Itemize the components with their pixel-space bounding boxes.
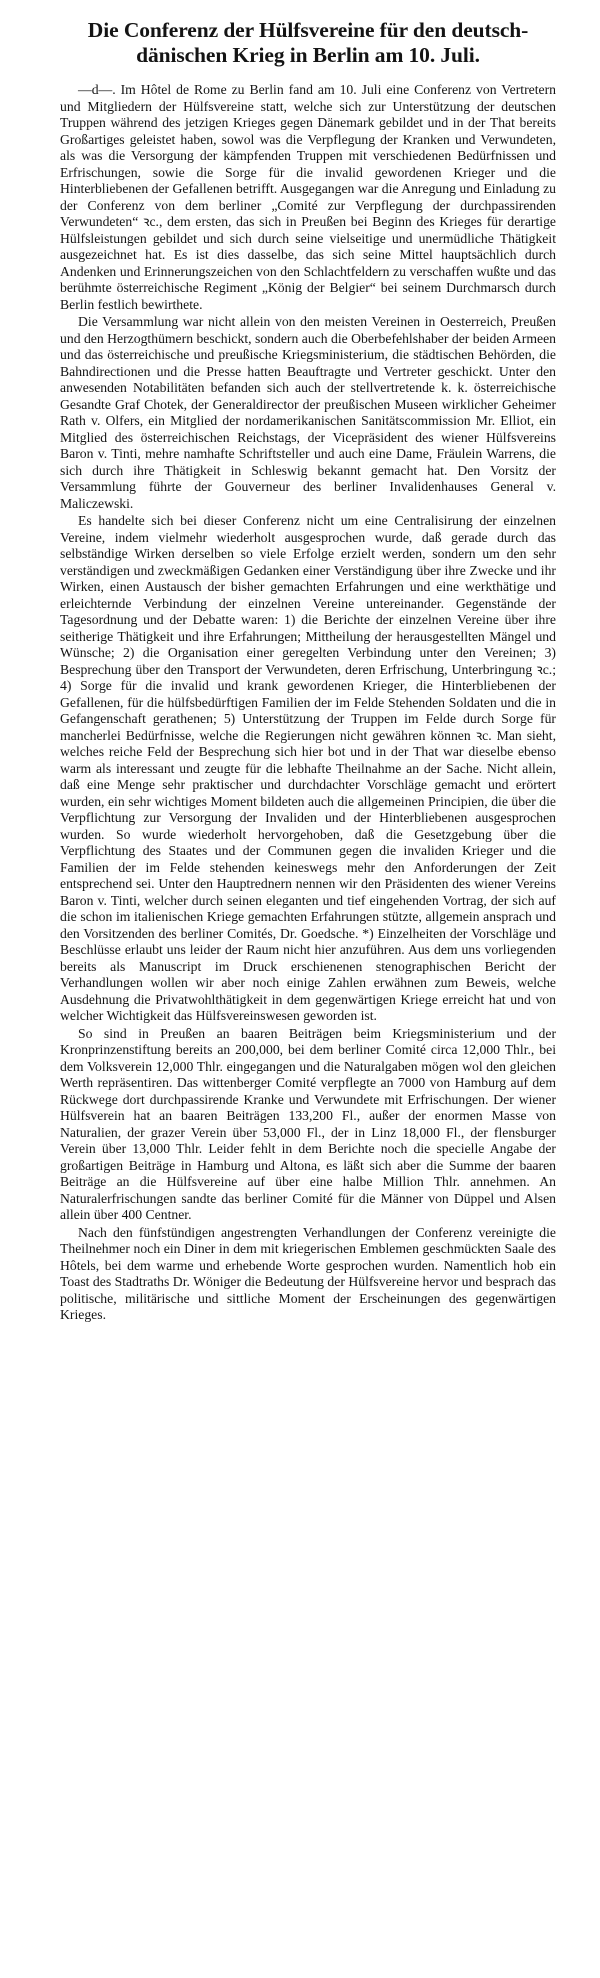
article-paragraph: —d—. Im Hôtel de Rome zu Berlin fand am 10. Juli eine Conferenz von Vertretern und Mitgliedern der Hülfsvereine statt, welche sich zur Unterstützung der deutschen Truppen während des jetzigen Krieges gegen Dänemark gebildet und in der That bereits Großartiges geleistet haben, sowol was die Verpflegung der Kranken und Verwundeten, als was die Versorgung der kämpfenden Truppen mit verschiedenen Bedürfnissen und Erfrischungen, sowie die Sorge für die invalid gewordenen Krieger und die Hinterbliebenen der Gefallenen betrifft. Ausgegangen war die Anregung und Einladung zu der Conferenz von dem berliner „Comité zur Verpflegung der durchpassirenden Verwundeten“ ꝛc., dem ersten, das sich in Preußen bei Beginn des Krieges für derartige Hülfsleistungen gebildet und sich durch seine vielseitige und unermüdliche Thätigkeit ausgezeichnet hat. Es ist dies dasselbe, das sich seine Mittel hauptsächlich durch Andenken und Erinnerungszeichen von den Schlachtfeldern zu verschaffen wußte und das berühmte österreichische Regiment „König der Belgier“ bei seinem Durchmarsch durch Berlin festlich bewirthete. (60, 82, 556, 312)
article-paragraph: So sind in Preußen an baaren Beiträgen beim Kriegsministerium und der Kronprinzenstiftung bereits an 200,000, bei dem berliner Comité circa 12,000 Thlr., bei dem Volksverein 12,000 Thlr. eingegangen und die Naturalgaben mögen wol den gleichen Werth repräsentiren. Das wittenberger Comité verpflegte an 7000 von Hamburg auf dem Rückwege dort durchpassirende Kranke und Verwundete mit Erfrischungen. Der wiener Hülfsverein hat an baaren Beiträgen 133,200 Fl., außer der enormen Masse von Naturalien, der grazer Verein über 53,000 Fl., der in Linz 18,000 Fl., der flensburger Verein über 13,000 Thlr. Leider fehlt in dem Berichte noch die specielle Angabe der großartigen Beiträge in Hamburg und Altona, es läßt sich aber die Summe der baaren Beiträge an die Hülfsvereine auf über eine halbe Million Thlr. annehmen. An Naturalerfrischungen sandte das berliner Comité für die Männer von Düppel und Alsen allein über 400 Centner. (60, 1025, 556, 1222)
article-paragraph: Es handelte sich bei dieser Conferenz nicht um eine Centralisirung der einzelnen Vereine, indem vielmehr wiederholt ausgesprochen wurde, daß gerade durch das selbständige Wirken derselben so viele Erfolge erzielt werden, sondern um den sehr verständigen und zweckmäßigen Gedanken einer Verständigung über ihre Zwecke und ihr Wirken, einen Austausch der bisher gemachten Erfahrungen und eine werkthätige und erleichternde Verbindung der einzelnen Vereine untereinander. Gegenstände der Tagesordnung und der Debatte waren: 1) die Berichte der einzelnen Vereine über ihre seitherige Thätigkeit und ihre Erfahrungen; Mittheilung der herausgestellten Mängel und Wünsche; 2) die Organisation einer geregelten Verbindung unter den Vereinen; 3) Besprechung über den Transport der Verwundeten, deren Erfrischung, Unterbringung ꝛc.; 4) Sorge für die invalid und krank gewordenen Krieger, die Hinterbliebenen der Gefallenen, für die hülfsbedürftigen Familien der im Felde Stehenden Soldaten und die in Gefangenschaft gerathenen; 5) Unterstützung der Truppen im Felde durch Sorge für mancherlei Bedürfnisse, welche die Regierungen nicht gewähren können ꝛc. Man sieht, welches reiche Feld der Besprechung sich hier bot und in der That war dieselbe ebenso warm als interessant und zeugte für die lebhafte Theilnahme an der Sache. Nicht allein, daß eine Menge sehr praktischer und durchdachter Vorschläge gemacht und erörtert wurden, ein sehr wichtiges Moment bildeten auch die allgemeinen Principien, die über die Verpflichtung zur Versorgung der Invaliden und der Hinterbliebenen ausgesprochen wurden. So wurde wiederholt hervorgehoben, daß die Gesetzgebung über die Verpflichtung des Staates und der Communen gegen die invaliden Krieger und die Familien der im Felde stehenden keineswegs mehr den Anforderungen der Zeit entsprechend sei. Unter den Hauptrednern nennen wir den Präsidenten des wiener Vereins Baron v. Tinti, welcher durch seinen eleganten und tief eingehenden Vortrag, der sich auf die schon im italienischen Kriege gemachten Erfahrungen stützte, allgemein ansprach und den Vorsitzenden des berliner Comités, Dr. Goedsche. *) Einzelheiten der Vorschläge und Beschlüsse erlaubt uns leider der Raum nicht hier anzuführen. Aus dem uns vorliegenden bereits als Manuscript im Druck erschienenen stenographischen Bericht der Verhandlungen wollen wir aber noch einige Zahlen erwähnen zum Beweis, welche Ausdehnung die Privatwohlthätigkeit in dem gegenwärtigen Kriege erreicht hat und von welcher Wichtigkeit das Hülfsvereinswesen geworden ist. (60, 513, 556, 1023)
article-paragraph: Nach den fünfstündigen angestrengten Verhandlungen der Conferenz vereinigte die Theilnehmer noch ein Diner in dem mit kriegerischen Emblemen geschmückten Saale des Hôtels, bei dem warme und erhebende Worte gesprochen wurden. Namentlich hob ein Toast des Stadtraths Dr. Wöniger die Bedeutung der Hülfsvereine hervor und besprach das politische, militärische und sittliche Moment der Erscheinungen des gegenwärtigen Krieges. (60, 1224, 556, 1322)
article-paragraph: Die Versammlung war nicht allein von den meisten Vereinen in Oesterreich, Preußen und den Herzogthümern beschickt, sondern auch die Oberbefehlshaber der beiden Armeen und das österreichische und preußische Kriegsministerium, die städtischen Behörden, die Bahndirectionen und die Presse hatten Beauftragte und Vertreter geschickt. Unter den anwesenden Notabilitäten befanden sich auch der stellvertretende k. k. österreichische Gesandte Graf Chotek, der Generaldirector der preußischen Museen wirklicher Geheimer Rath v. Olfers, ein Mitglied der nordamerikanischen Sanitätscommission Mr. Elliot, ein Mitglied des österreichischen Reichstags, der Vicepräsident des wiener Hülfsvereins Baron v. Tinti, mehre namhafte Schriftsteller und auch eine Dame, Fräulein Warrens, die sich durch ihre Thätigkeit in Schleswig bekannt gemacht hat. Den Vorsitz der Versammlung führte der Gouverneur des berliner Invalidenhauses General v. Maliczewski. (60, 314, 556, 511)
article-title: Die Conferenz der Hülfsvereine für den deutsch-dänischen Krieg in Berlin am 10. Juli. (87, 18, 529, 67)
article-body (60, 82, 556, 1324)
